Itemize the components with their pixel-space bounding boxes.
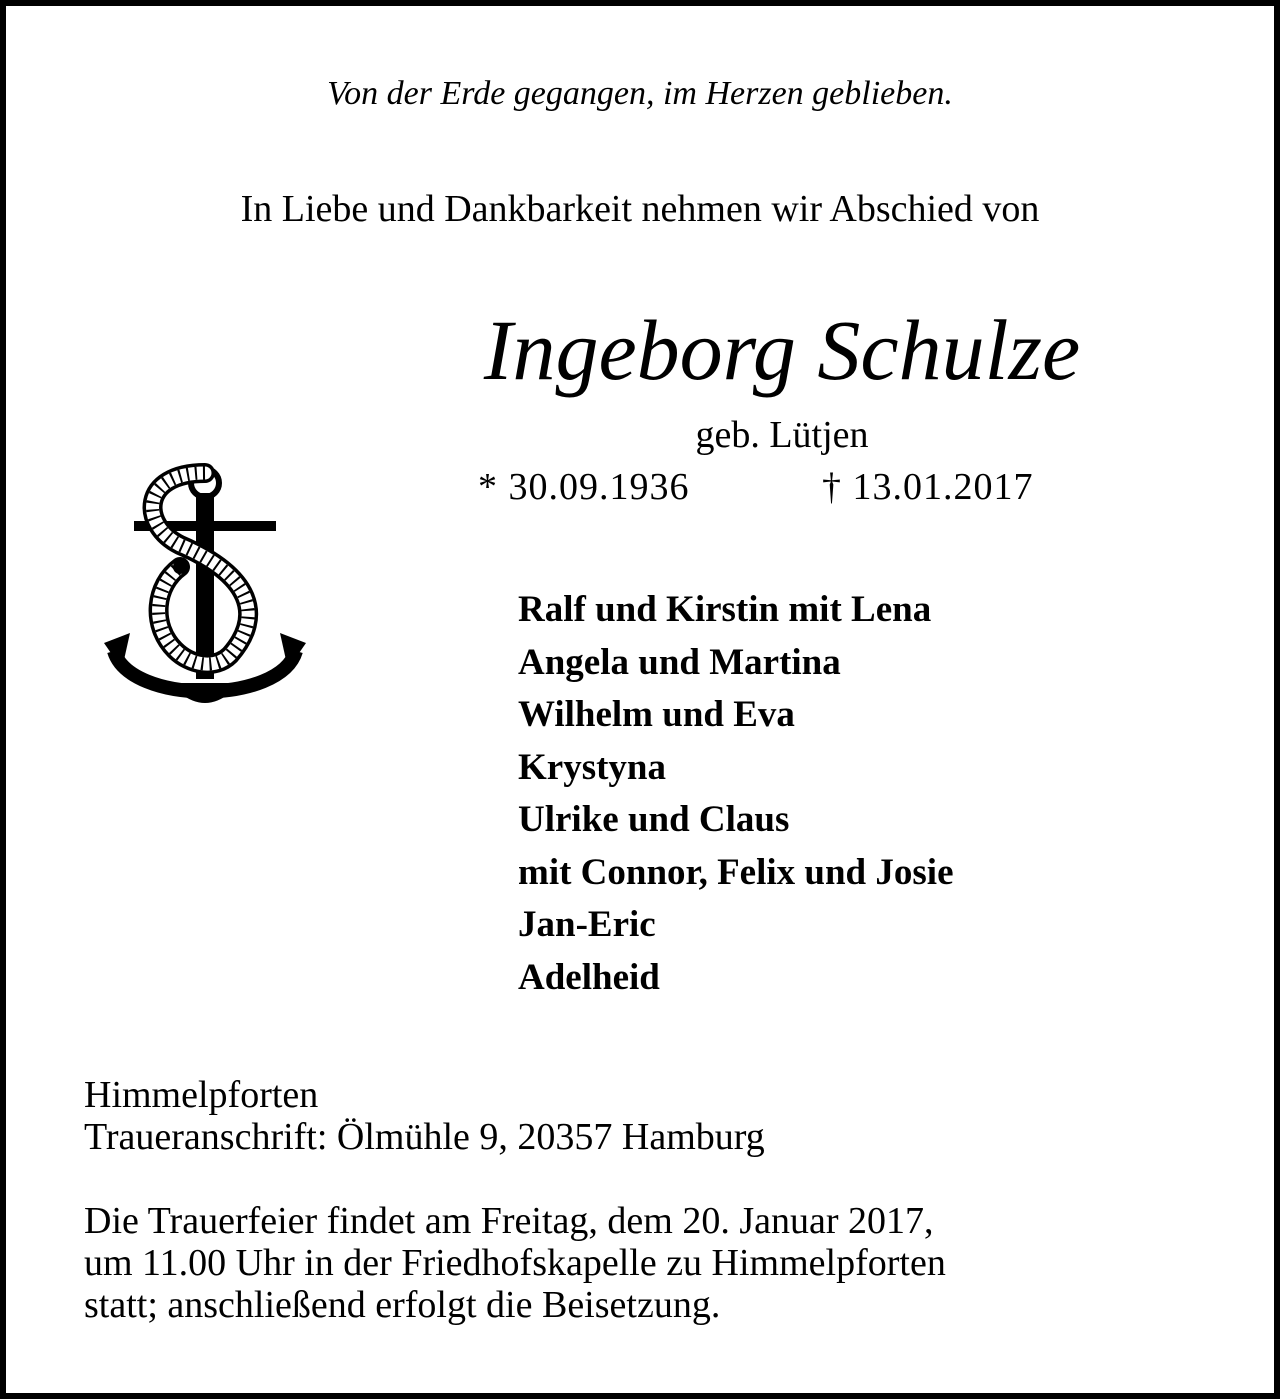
mourner-line: Wilhelm und Eva — [518, 694, 795, 735]
mourner-line: Adelheid — [518, 956, 660, 998]
address-block — [84, 1074, 765, 1158]
mourner-line: Krystyna — [518, 746, 666, 788]
death-date: † 13.01.2017 — [822, 466, 1034, 508]
maiden-name: geb. Lütjen — [695, 414, 869, 456]
deceased-name: Ingeborg Schulze — [483, 302, 1081, 398]
anchor-with-rope-icon — [100, 455, 310, 715]
ceremony-line: Die Trauerfeier findet am Freitag, dem 20. Januar 2017, — [84, 1200, 934, 1242]
place-name: Himmelpforten — [84, 1074, 319, 1116]
mourner-line: Ralf und Kirstin mit Lena — [518, 589, 932, 630]
motto: Von der Erde gegangen, im Herzen geblieben. — [327, 75, 953, 112]
intro-line: In Liebe und Dankbarkeit nehmen wir Abschied von — [240, 188, 1040, 230]
ceremony-line: um 11.00 Uhr in der Friedhofskapelle zu Himmelpforten — [84, 1242, 946, 1284]
mourner-line: Ulrike und Claus — [518, 799, 790, 840]
mourner-line: Angela und Martina — [518, 641, 841, 683]
birth-date: * 30.09.1936 — [478, 466, 690, 508]
ceremony-line: statt; anschließend erfolgt die Beisetzung. — [84, 1284, 721, 1326]
mourner-line: Jan-Eric — [518, 904, 656, 945]
mourners-list — [518, 584, 954, 1004]
ceremony-info — [84, 1200, 946, 1326]
mourner-line: mit Connor, Felix und Josie — [518, 851, 954, 893]
mourning-address: Traueranschrift: Ölmühle 9, 20357 Hamburg — [84, 1116, 765, 1158]
